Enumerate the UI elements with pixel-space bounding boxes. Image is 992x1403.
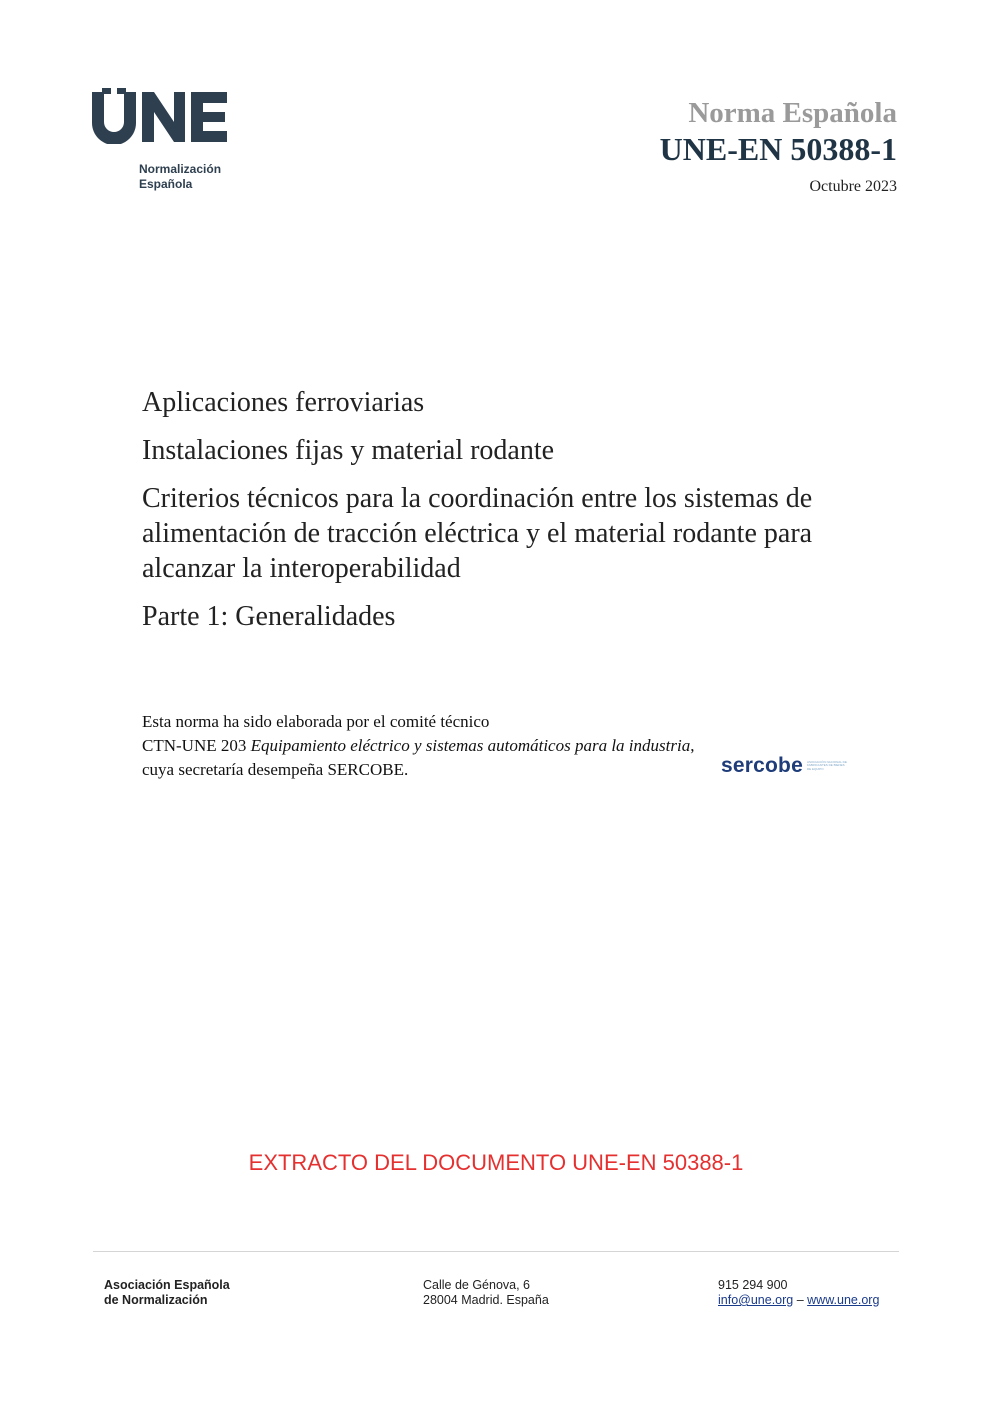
title-line: Aplicaciones ferroviarias (142, 387, 425, 418)
footer-address (423, 1278, 549, 1308)
norma-label: Norma Española (688, 97, 897, 129)
extract-notice: EXTRACTO DEL DOCUMENTO UNE-EN 50388-1 (248, 1150, 744, 1175)
footer-phone: 915 294 900 (718, 1278, 788, 1292)
footer-divider (93, 1251, 899, 1252)
footer-address-line1: Calle de Génova, 6 (423, 1278, 531, 1292)
committee-code: CTN-UNE 203 (142, 736, 251, 755)
publication-date: Octubre 2023 (809, 178, 897, 195)
title-line: Instalaciones fijas y material rodante (142, 435, 555, 466)
une-logo-subtitle (139, 162, 228, 192)
footer-organization (104, 1278, 230, 1308)
une-wordmark-icon (92, 88, 228, 144)
document-header (660, 96, 897, 196)
logo-subtitle-line2: Española (139, 177, 193, 191)
document-titles (142, 385, 912, 647)
committee-name: Equipamiento eléctrico y sistemas automáticos para la industria (250, 736, 691, 755)
footer-org-line1: Asociación Española (104, 1278, 230, 1292)
title-line: Parte 1: Generalidades (142, 601, 396, 632)
contact-separator: – (793, 1293, 808, 1307)
footer-address-line2: 28004 Madrid. España (423, 1293, 549, 1307)
title-line: Criterios técnicos para la coordinación entre los sistemas de alimentación de tracción eléctrica y el material rodante para alcanzar la interoperabilidad (142, 483, 813, 584)
logo-subtitle-line1: Normalización (139, 162, 222, 176)
sercobe-wordmark: sercobe (721, 754, 803, 777)
une-logo (92, 88, 228, 192)
standard-code: UNE-EN 50388-1 (659, 131, 897, 167)
sercobe-tagline: ASOCIACIÓN NACIONAL DE FABRICANTES DE BIENES DE EQUIPO (806, 759, 847, 771)
committee-statement (142, 710, 702, 782)
committee-suffix: , cuya secretaría desempeña SERCOBE. (142, 736, 695, 779)
footer-org-line2: de Normalización (104, 1293, 208, 1307)
footer-contact (718, 1278, 879, 1308)
email-link[interactable]: info@une.org (718, 1293, 794, 1307)
committee-prefix: Esta norma ha sido elaborada por el comité técnico (142, 712, 490, 731)
sercobe-logo (721, 754, 849, 778)
website-link[interactable]: www.une.org (807, 1293, 880, 1307)
